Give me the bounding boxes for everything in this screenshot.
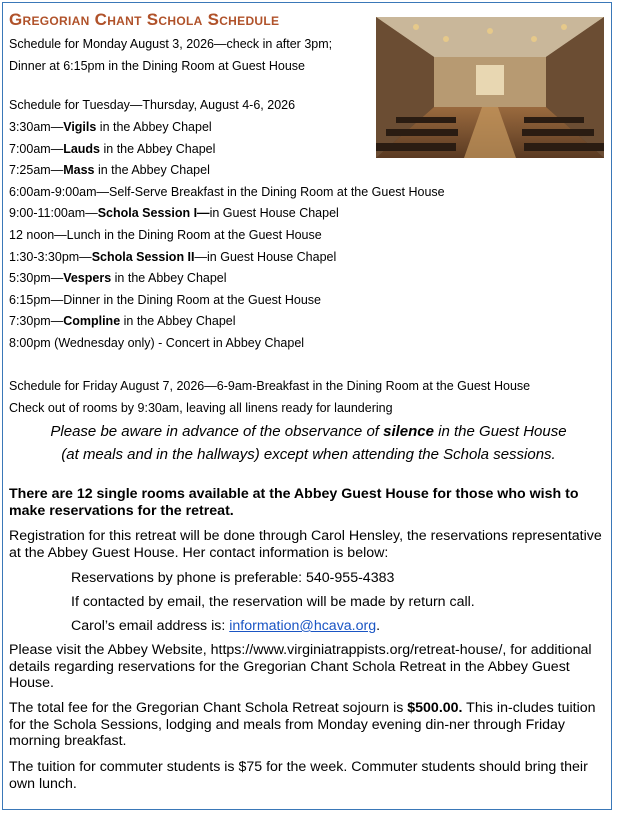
schedule-item: 6:00am-9:00am—Self-Serve Breakfast in the Dining Room at the Guest House xyxy=(9,185,445,199)
schedule-item: 3:30am—Vigils in the Abbey Chapel xyxy=(9,120,212,134)
friday-line-2: Check out of rooms by 9:30am, leaving all linens ready for laundering xyxy=(9,401,393,415)
schedule-item: 5:30pm—Vespers in the Abbey Chapel xyxy=(9,271,227,285)
email-line: Carol’s email address is: information@hcava.org. xyxy=(71,618,381,634)
schedule-item: 7:00am—Lauds in the Abbey Chapel xyxy=(9,142,216,156)
silence-note-line-2: (at meals and in the hallways) except when attending the Schola sessions. xyxy=(61,446,556,463)
fee-paragraph: The total fee for the Gregorian Chant Schola Retreat sojourn is $500.00. This in-cludes tuition for the Schola Sessions, lodging and meals from Monday evening din-ner through Friday morning breakfast. xyxy=(9,700,596,749)
schedule-item: 9:00-11:00am—Schola Session I—in Guest House Chapel xyxy=(9,206,339,220)
schedule-item: 7:25am—Mass in the Abbey Chapel xyxy=(9,163,210,177)
silence-note: Please be aware in advance of the observance of silence in the Guest House xyxy=(50,423,567,440)
chapel-photo xyxy=(376,17,604,158)
phone-line: Reservations by phone is preferable: 540-955-4383 xyxy=(71,570,395,586)
registration-paragraph: Registration for this retreat will be done through Carol Hensley, the reservations representative at the Abbey Guest House. Her contact information is below: xyxy=(9,528,602,561)
email-link[interactable]: information@hcava.org xyxy=(229,618,377,634)
monday-line-1: Schedule for Monday August 3, 2026—check in after 3pm; xyxy=(9,37,333,51)
rooms-heading: There are 12 single rooms available at the Abbey Guest House for those who wish to make reservations for the retreat. xyxy=(9,486,579,519)
schedule-item: 6:15pm—Dinner in the Dining Room at the Guest House xyxy=(9,293,321,307)
monday-line-2: Dinner at 6:15pm in the Dining Room at Guest House xyxy=(9,59,305,73)
schedule-item: 12 noon—Lunch in the Dining Room at the Guest House xyxy=(9,228,322,242)
schedule-item: 8:00pm (Wednesday only) - Concert in Abbey Chapel xyxy=(9,336,305,350)
tuesday-heading: Schedule for Tuesday—Thursday, August 4-6, 2026 xyxy=(9,98,296,112)
page-title: Gregorian Chant Schola Schedule xyxy=(9,10,280,29)
email-note: If contacted by email, the reservation will be made by return call. xyxy=(71,594,475,610)
schedule-item: 1:30-3:30pm—Schola Session II—in Guest House Chapel xyxy=(9,250,337,264)
website-paragraph: Please visit the Abbey Website, https://www.virginiatrappists.org/retreat-house/, for additional details regarding reservations for the Gregorian Chant Schola Retreat in the Abbey Guest House. xyxy=(9,642,592,691)
schedule-item: 7:30pm—Compline in the Abbey Chapel xyxy=(9,314,236,328)
commuter-paragraph: The tuition for commuter students is $75 for the week. Commuter students should bring their own lunch. xyxy=(9,759,588,792)
friday-line-1: Schedule for Friday August 7, 2026—6-9am-Breakfast in the Dining Room at the Guest House xyxy=(9,379,531,393)
